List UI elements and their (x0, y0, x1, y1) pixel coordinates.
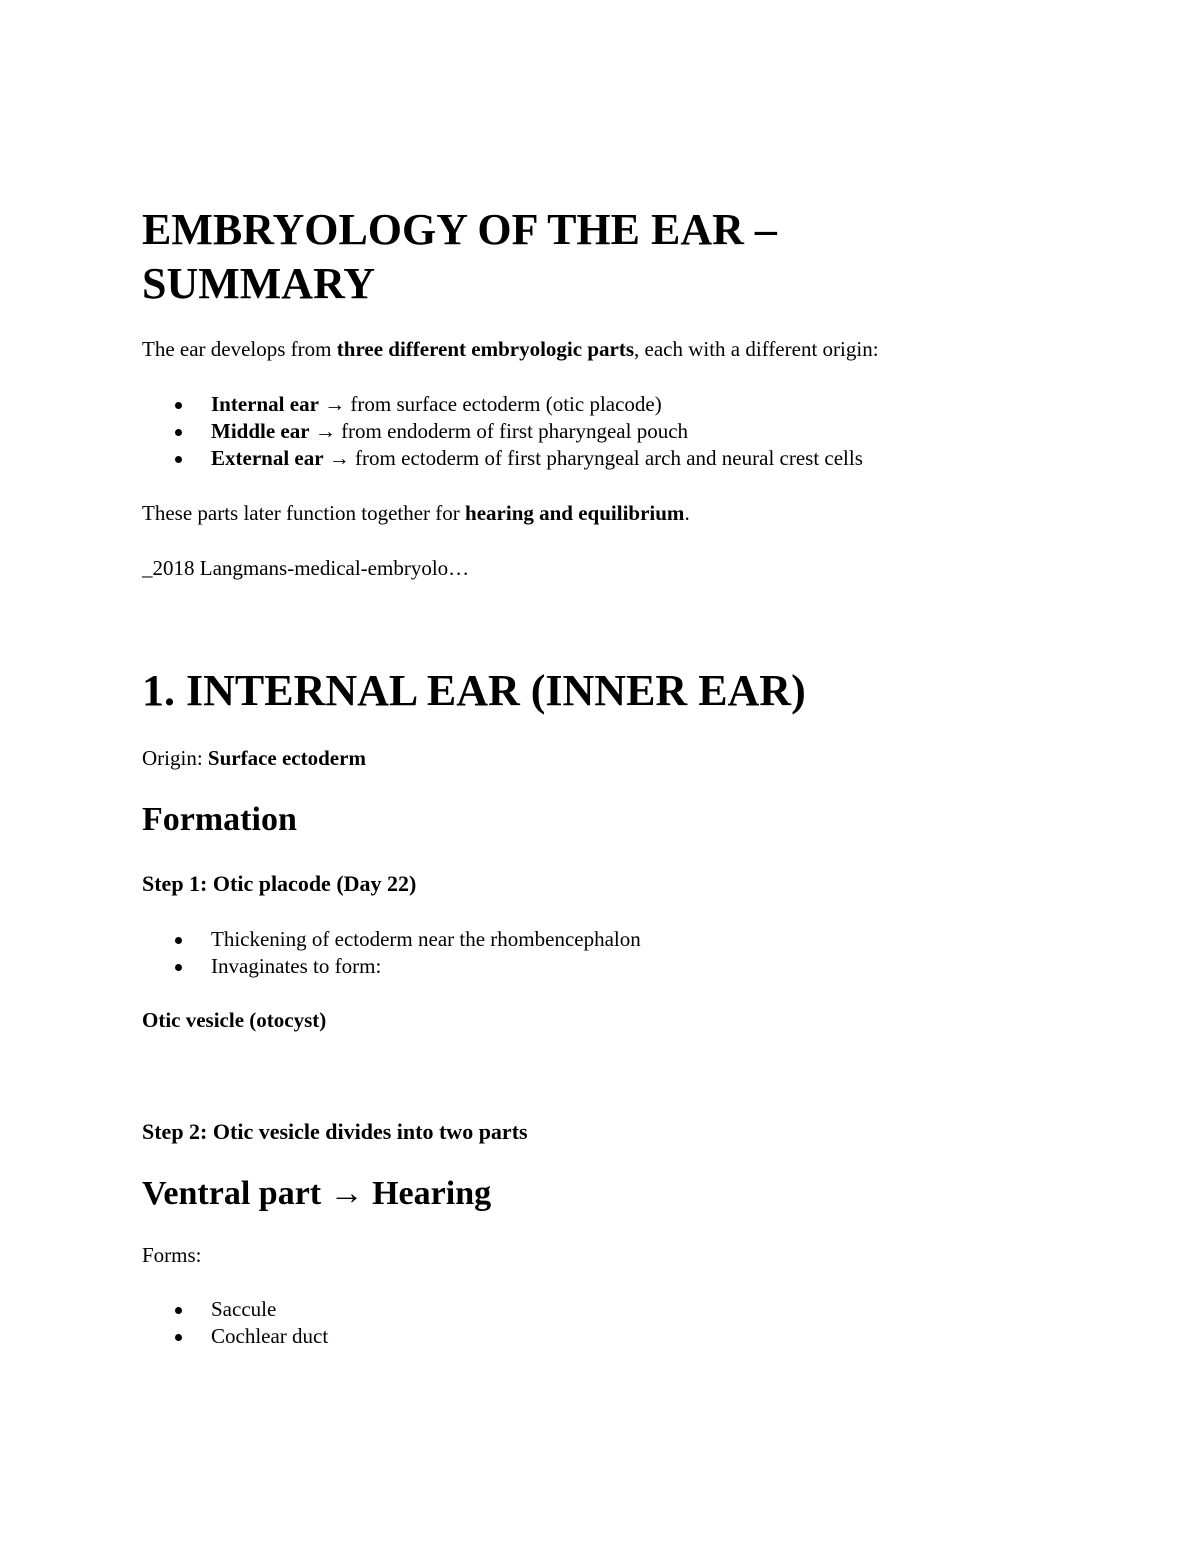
step1-list (142, 926, 641, 980)
bullet-icon (175, 429, 182, 436)
function-text-end: . (684, 501, 690, 525)
forms-label: Forms: (142, 1243, 202, 1267)
ventral-forms-list (142, 1296, 328, 1350)
bullet-icon (175, 402, 182, 409)
origin-label: Origin: (142, 746, 208, 770)
source-reference-link[interactable]: _2018 Langmans-medical-embryolo… (142, 556, 470, 580)
function-paragraph (142, 500, 690, 527)
list-item (142, 1323, 328, 1350)
document-title: EMBRYOLOGY OF THE EAR – SUMMARY (142, 205, 777, 308)
origin-paragraph (142, 745, 366, 772)
ear-parts-list (142, 391, 863, 472)
bullet-icon (175, 964, 182, 971)
list-item (142, 1296, 328, 1323)
intro-bold-text: three different embryologic parts (336, 337, 634, 361)
function-text: These parts later function together for (142, 501, 466, 525)
list-item-text: Cochlear duct (211, 1324, 329, 1348)
list-item (142, 418, 863, 445)
bullet-icon (175, 1307, 182, 1314)
step1-heading: Step 1: Otic placode (Day 22) (142, 871, 417, 896)
list-item (142, 391, 863, 418)
bullet-icon (175, 456, 182, 463)
list-item (142, 445, 863, 472)
list-item-text: Thickening of ectoderm near the rhombencephalon (211, 927, 641, 951)
step1-result: Otic vesicle (otocyst) (142, 1008, 327, 1032)
bullet-icon (175, 937, 182, 944)
formation-heading: Formation (142, 801, 297, 838)
step2-heading: Step 2: Otic vesicle divides into two parts (142, 1119, 528, 1144)
list-item-text: Invaginates to form: (211, 954, 382, 978)
bullet-icon (175, 1334, 182, 1341)
part-label: Internal ear (211, 392, 319, 416)
ventral-part-heading: Ventral part → Hearing (142, 1175, 492, 1212)
intro-paragraph (142, 336, 879, 363)
part-label: Middle ear (211, 419, 310, 443)
part-text: → from ectoderm of first pharyngeal arch and neural crest cells (323, 446, 863, 470)
list-item (142, 926, 641, 953)
part-label: External ear (211, 446, 324, 470)
part-text: → from surface ectoderm (otic placode) (318, 392, 662, 416)
list-item (142, 953, 641, 980)
intro-text: The ear develops from (142, 337, 337, 361)
origin-value: Surface ectoderm (207, 746, 366, 770)
part-text: → from endoderm of first pharyngeal pouch (309, 419, 689, 443)
function-bold-text: hearing and equilibrium (465, 501, 685, 525)
intro-text-end: , each with a different origin: (634, 337, 879, 361)
list-item-text: Saccule (211, 1297, 277, 1321)
section-heading-internal-ear: 1. INTERNAL EAR (INNER EAR) (142, 666, 806, 715)
